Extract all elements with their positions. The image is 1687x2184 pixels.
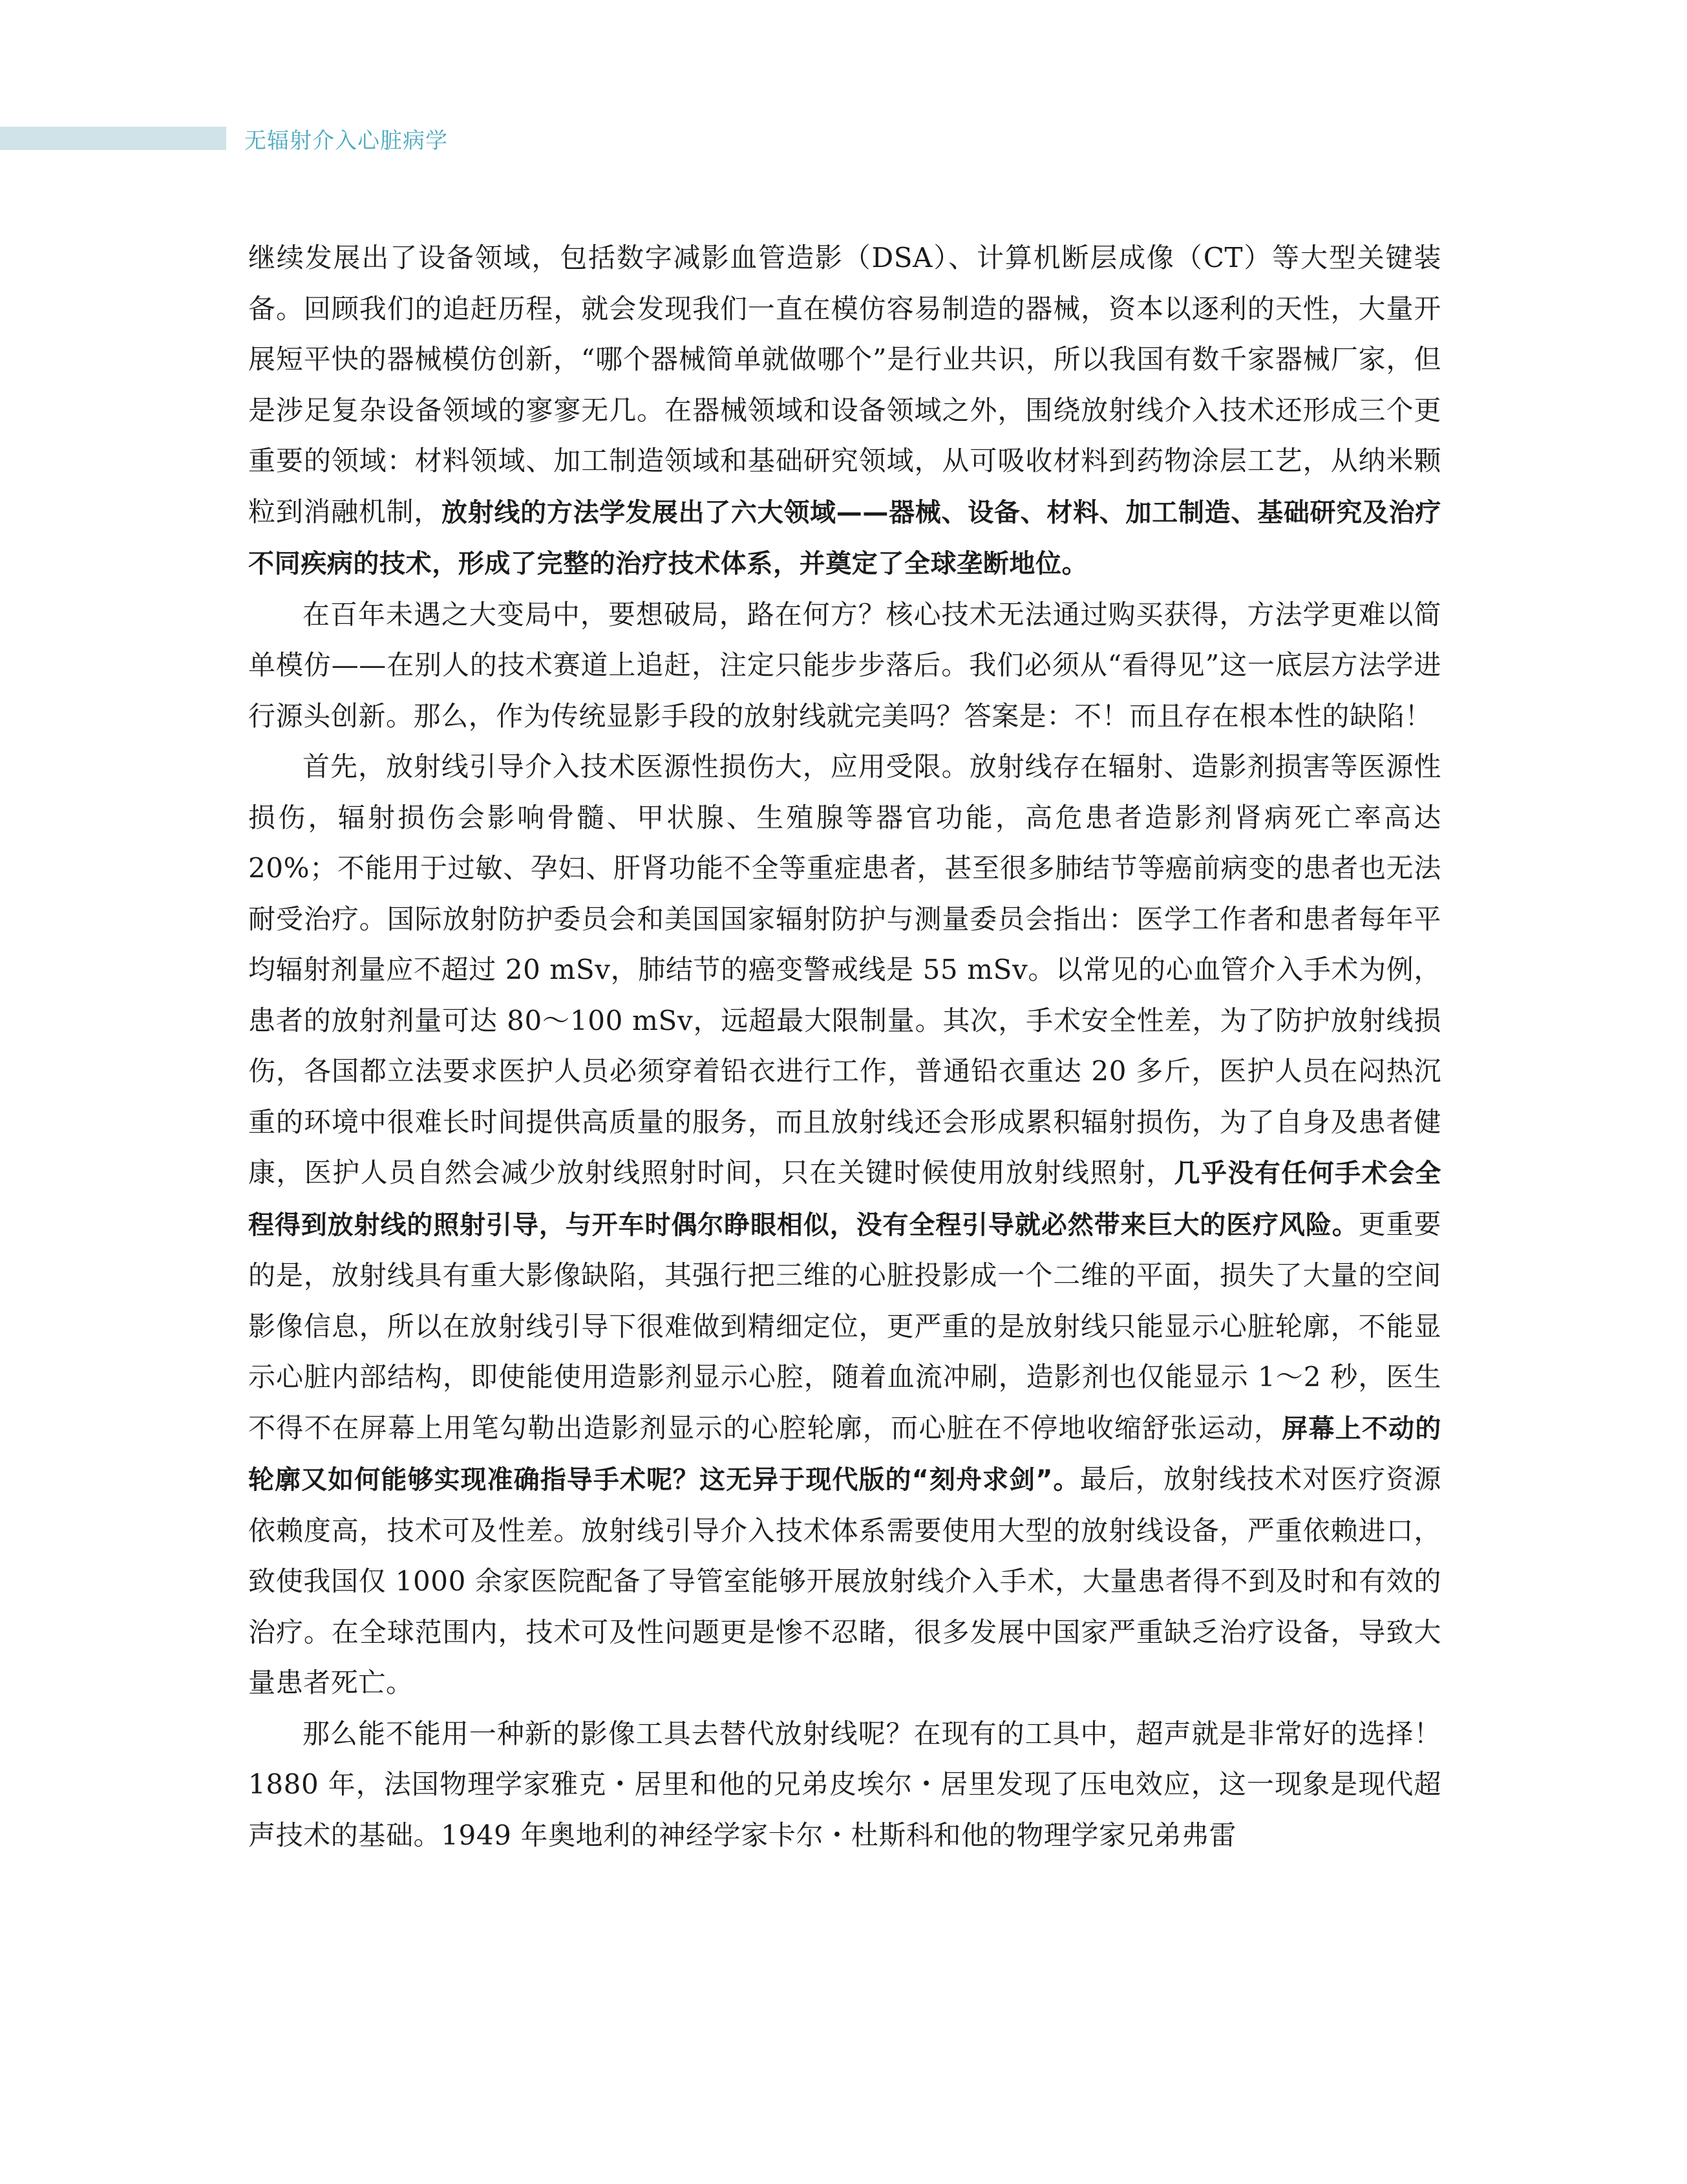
paragraph-3-text-1: 首先，放射线引导介入技术医源性损伤大，应用受限。放射线存在辐射、造影剂损害等医源性损伤，辐射损伤会影响骨髓、甲状腺、生殖腺等器官功能，高危患者造影剂肾病死亡率高达 20%；不能用于过敏、孕妇、肝肾功能不全等重症患者，甚至很多肺结节等癌前病变的患者也无法耐受治疗。国际放射防护委员会和美国国家辐射防护与测量委员会指出：医学工作者和患者每年平均辐射剂量应不超过 20 mSv，肺结节的癌变警戒线是 55 mSv。以常见的心血管介入手术为例，患者的放射剂量可达 80～100 mSv，远超最大限制量。其次，手术安全性差，为了防护放射线损伤，各国都立法要求医护人员必须穿着铅衣进行工作，普通铅衣重达 20 多斤，医护人员在闷热沉重的环境中很难长时间提供高质量的服务，而且放射线还会形成累积辐射损伤，为了自身及患者健康，医护人员自然会减少放射线照射时间，只在关键时候使用放射线照射， [248,751,1441,1188]
paragraph-2-text-1: 在百年未遇之大变局中，要想破局，路在何方？核心技术无法通过购买获得，方法学更难以简单模仿——在别人的技术赛道上追赶，注定只能步步落后。我们必须从“看得见”这一底层方法学进行源头创新。那么，作为传统显影手段的放射线就完美吗？答案是：不！而且存在根本性的缺陷！ [248,598,1441,732]
paragraph-3 [248,742,1441,1709]
paragraph-2 [248,590,1441,742]
paragraph-1-emphasis-1: 放射线的方法学发展出了六大领域——器械、设备、材料、加工制造、基础研究及治疗不同疾病的技术，形成了完整的治疗技术体系，并奠定了全球垄断地位。 [248,497,1441,579]
paragraph-4 [248,1709,1441,1861]
paragraph-3-text-3: 最后，放射线技术对医疗资源依赖度高，技术可及性差。放射线引导介入技术体系需要使用大型的放射线设备，严重依赖进口，致使我国仅 1000 余家医院配备了导管室能够开展放射线介入手术，大量患者得不到及时和有效的治疗。在全球范围内，技术可及性问题更是惨不忍睹，很多发展中国家严重缺乏治疗设备，导致大量患者死亡。 [248,1463,1441,1698]
paragraph-3-text-2: 更重要的是，放射线具有重大影像缺陷，其强行把三维的心脏投影成一个二维的平面，损失了大量的空间影像信息，所以在放射线引导下很难做到精细定位，更严重的是放射线只能显示心脏轮廓，不能显示心脏内部结构，即使能使用造影剂显示心腔，随着血流冲刷，造影剂也仅能显示 1～2 秒，医生不得不在屏幕上用笔勾勒出造影剂显示的心腔轮廓，而心脏在不停地收缩舒张运动， [248,1208,1441,1444]
paragraph-3-emphasis-1: 几乎没有任何手术会全程得到放射线的照射引导，与开车时偶尔睁眼相似，没有全程引导就必然带来巨大的医疗风险。 [248,1159,1441,1240]
paragraph-1 [248,233,1441,590]
body-text [248,233,1441,1861]
header-accent-bar [0,127,226,150]
paragraph-4-text-1: 那么能不能用一种新的影像工具去替代放射线呢？在现有的工具中，超声就是非常好的选择！ 1880 年，法国物理学家雅克・居里和他的兄弟皮埃尔・居里发现了压电效应，这一现象是现代超声技术的基础。1949 年奥地利的神经学家卡尔・杜斯科和他的物理学家兄弟弗雷 [248,1717,1441,1851]
paragraph-3-emphasis-2: 屏幕上不动的轮廓又如何能够实现准确指导手术呢？这无异于现代版的“刻舟求剑”。 [248,1413,1441,1495]
paragraph-1-text-1: 继续发展出了设备领域，包括数字减影血管造影（DSA）、计算机断层成像（CT）等大型关键装备。回顾我们的追赶历程，就会发现我们一直在模仿容易制造的器械，资本以逐利的天性，大量开展短平快的器械模仿创新，“哪个器械简单就做哪个”是行业共识，所以我国有数千家器械厂家，但是涉足复杂设备领域的寥寥无几。在器械领域和设备领域之外，围绕放射线介入技术还形成三个更重要的领域：材料领域、加工制造领域和基础研究领域，从可吸收材料到药物涂层工艺，从纳米颗粒到消融机制， [248,242,1441,528]
running-header-title: 无辐射介入心脏病学 [244,128,448,154]
